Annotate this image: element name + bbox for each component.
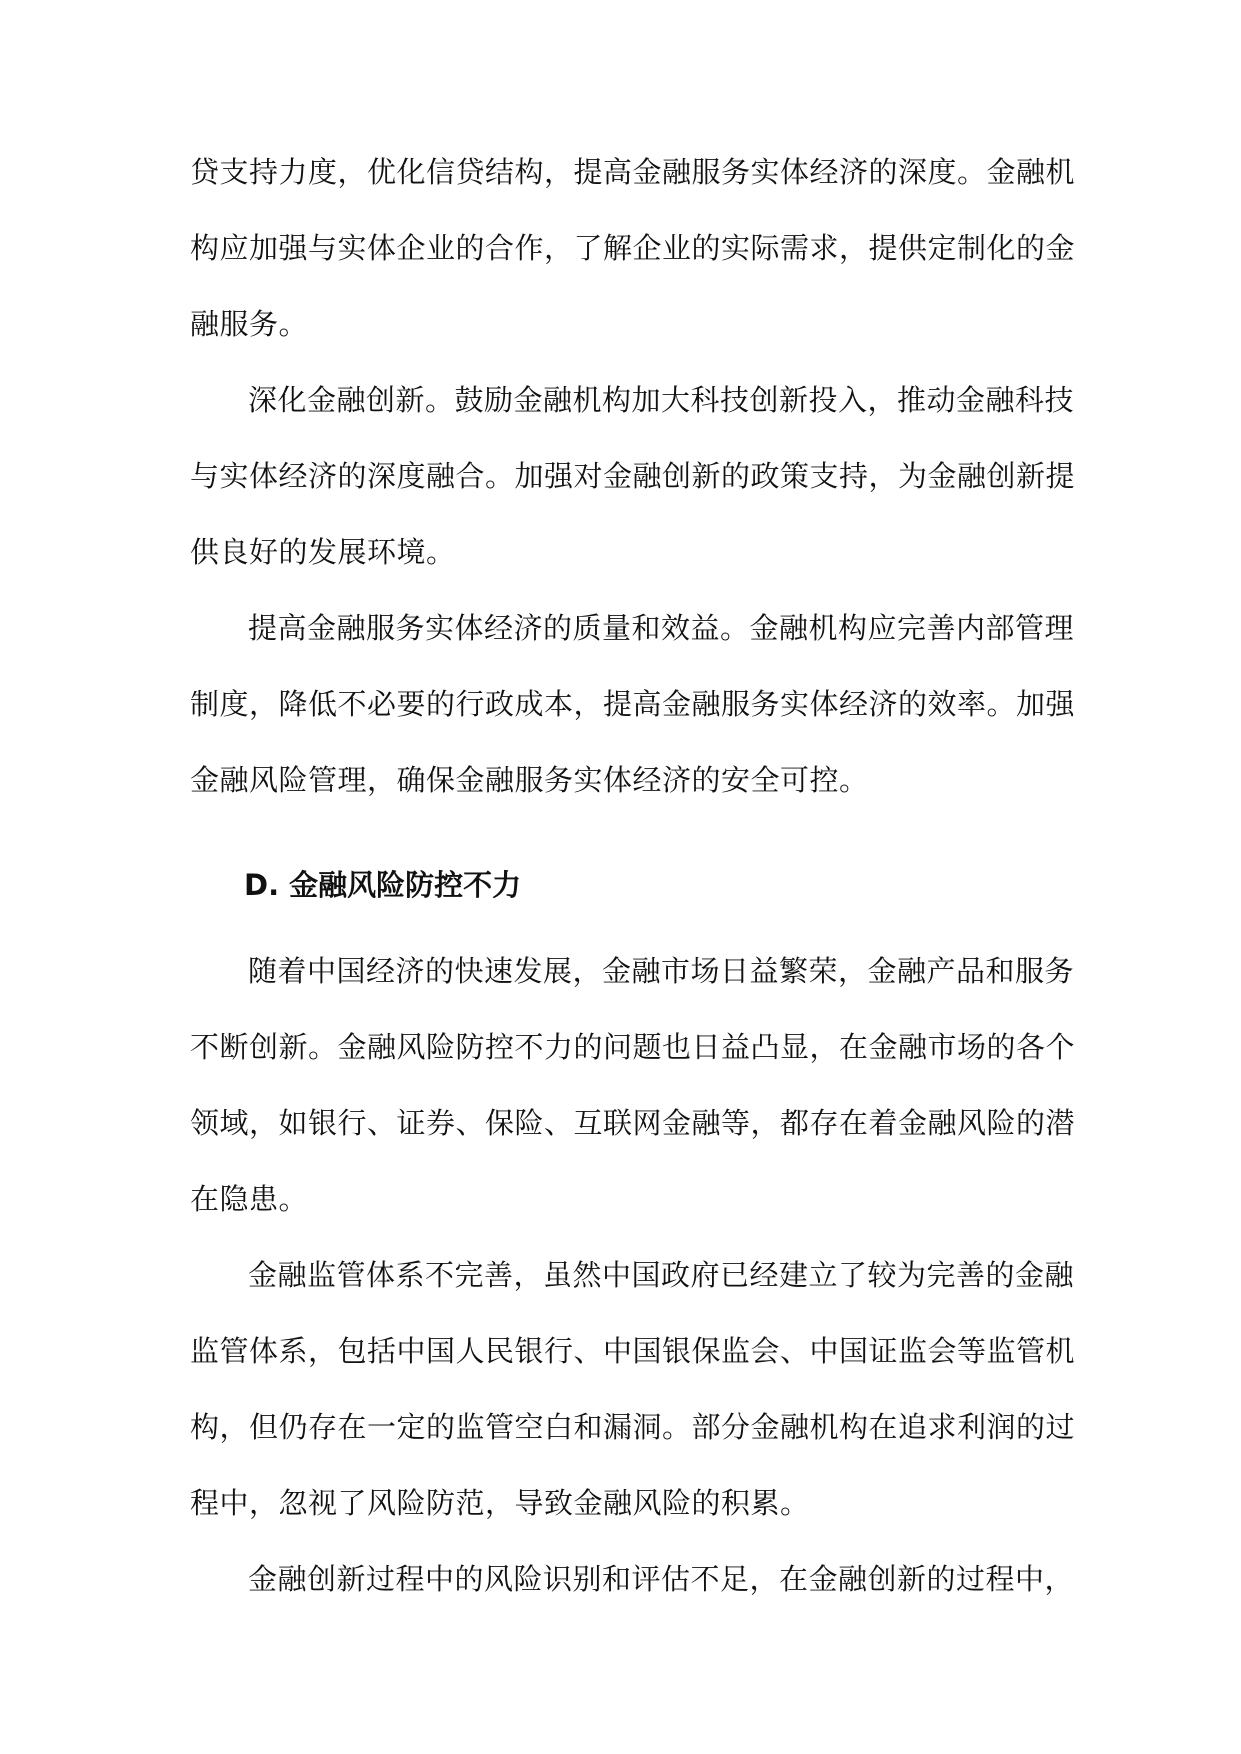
paragraph-line: 随着中国经济的快速发展，金融市场日益繁荣，金融产品和服务 bbox=[248, 954, 1075, 988]
paragraph-line: 融服务。 bbox=[190, 307, 309, 341]
paragraph-line: 在隐患。 bbox=[190, 1182, 309, 1216]
paragraph-line: 提高金融服务实体经济的质量和效益。金融机构应完善内部管理 bbox=[248, 611, 1075, 645]
paragraph-line: 贷支持力度，优化信贷结构，提高金融服务实体经济的深度。金融机 bbox=[190, 155, 1076, 189]
paragraph-line: 程中，忽视了风险防范，导致金融风险的积累。 bbox=[190, 1486, 810, 1520]
paragraph-line: 不断创新。金融风险防控不力的问题也日益凸显，在金融市场的各个 bbox=[190, 1030, 1076, 1064]
paragraph-line: 金融监管体系不完善，虽然中国政府已经建立了较为完善的金融 bbox=[248, 1258, 1075, 1292]
paragraph-line: 供良好的发展环境。 bbox=[190, 535, 456, 569]
paragraph-line: 监管体系，包括中国人民银行、中国银保监会、中国证监会等监管机 bbox=[190, 1334, 1076, 1368]
paragraph-line: 与实体经济的深度融合。加强对金融创新的政策支持，为金融创新提 bbox=[190, 459, 1076, 493]
paragraph-line: 金融风险管理，确保金融服务实体经济的安全可控。 bbox=[190, 763, 869, 797]
paragraph-line: 领域，如银行、证券、保险、互联网金融等，都存在着金融风险的潜 bbox=[190, 1106, 1076, 1140]
paragraph-line: 制度，降低不必要的行政成本，提高金融服务实体经济的效率。加强 bbox=[190, 687, 1076, 721]
paragraph-line: 构应加强与实体企业的合作，了解企业的实际需求，提供定制化的金 bbox=[190, 231, 1076, 265]
paragraph-line: 构，但仍存在一定的监管空白和漏洞。部分金融机构在追求利润的过 bbox=[190, 1410, 1076, 1444]
section-heading: D. 金融风险防控不力 bbox=[244, 868, 522, 902]
paragraph-line: 金融创新过程中的风险识别和评估不足，在金融创新的过程中， bbox=[248, 1562, 1075, 1596]
paragraph-line: 深化金融创新。鼓励金融机构加大科技创新投入，推动金融科技 bbox=[248, 383, 1075, 417]
